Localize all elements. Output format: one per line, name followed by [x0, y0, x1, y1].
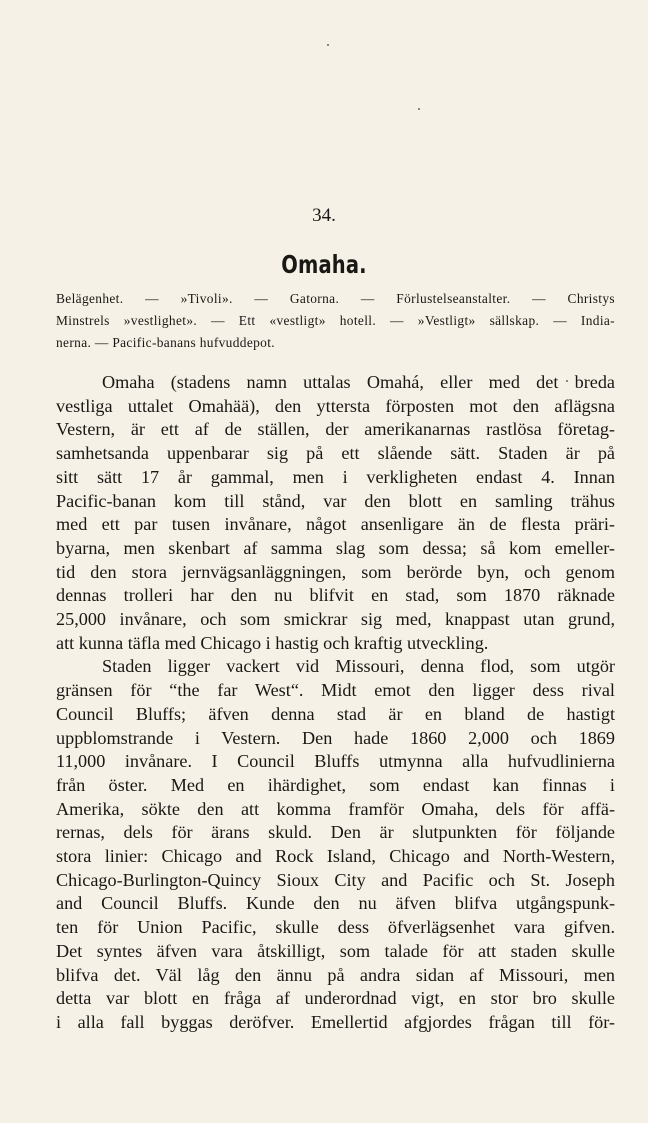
body-line: med ett par tusen invånare, något ansenligare än de flesta präri- [56, 514, 615, 535]
body-line: i alla fall byggas deröfver. Emellertid afgjordes frågan till för- [56, 1011, 615, 1032]
chapter-title: Omaha. [281, 250, 367, 279]
body-line: Pacific-banan kom till stånd, var den blott en samling trähus [56, 490, 615, 511]
body-line: and Council Bluffs. Kunde den nu äfven blifva utgångspunk- [56, 893, 615, 914]
body-line: sitt sätt 17 år gammal, men i verkligheten endast 4. Innan [56, 466, 615, 487]
body-line: Omaha (stadens namn uttalas Omahá, eller med det breda [102, 372, 615, 392]
body-line: gränsen för “the far West“. Midt emot den ligger dess rival [56, 680, 615, 701]
body-line: stora linier: Chicago and Rock Island, Chicago and North-Western, [56, 846, 615, 867]
body-line: ten för Union Pacific, skulle dess öfverlägsenhet vara gifven. [56, 917, 615, 938]
body-line: 25,000 invånare, och som smickrar sig med, knappast utan grund, [56, 609, 615, 630]
body-line: rernas, dels för ärans skuld. Den är slutpunkten för följande [56, 822, 615, 843]
body-line: dennas trolleri har den nu blifvit en stad, som 1870 räknade [56, 585, 615, 606]
body-text [56, 371, 615, 1035]
body-line: byarna, men skenbart af samma slag som dessa; så kom emeller- [56, 537, 615, 558]
chapter-number: 34. [312, 205, 336, 226]
body-line: blifva det. Väl låg den ännu på andra sidan af Missouri, men [56, 964, 615, 985]
body-line: 11,000 invånare. I Council Bluffs utmynna alla hufvudlinierna [56, 751, 615, 772]
body-line: Chicago-Burlington-Quincy Sioux City and Pacific och St. Joseph [56, 869, 615, 890]
body-line: vestliga uttalet Omahää), den yttersta förposten mot den aflägsna [56, 395, 615, 416]
body-line: från öster. Med en ihärdighet, som endast kan finnas i [56, 774, 615, 795]
body-line: tid den stora jernvägsanläggningen, som berörde byn, och genom [56, 561, 615, 582]
paper-speck [327, 44, 329, 46]
body-line: Staden ligger vackert vid Missouri, denna flod, som utgör [102, 656, 615, 677]
paper-speck [418, 108, 420, 110]
body-line: Council Bluffs; äfven denna stad är en bland de hastigt [56, 703, 615, 724]
body-line: att kunna täfla med Chicago i hastig och kraftig utveckling. [56, 632, 489, 653]
body-line: Det syntes äfven vara åtskilligt, som talade för att staden skulle [56, 940, 615, 961]
summary-line: Minstrels »vestlighet». — Ett «vestligt» hotell. — »Vestligt» sällskap. — India- [56, 313, 615, 328]
body-line: samhetsanda uppenbarar sig på ett slående sätt. Staden är på [56, 443, 615, 464]
summary-line: Belägenhet. — »Tivoli». — Gatorna. — Förlustelseanstalter. — Christys [56, 291, 615, 306]
body-line: detta var blott en fråga af underordnad vigt, en stor bro skulle [56, 988, 615, 1009]
body-line: Vestern, är ett af de ställen, der amerikanarnas rastlösa företag- [56, 419, 615, 440]
body-line: Amerika, sökte den att komma framför Omaha, dels för affä- [56, 798, 615, 819]
chapter-summary [56, 288, 615, 354]
body-line: uppblomstrande i Vestern. Den hade 1860 2,000 och 1869 [56, 727, 615, 748]
summary-line: nerna. — Pacific-banans hufvuddepot. [56, 335, 275, 350]
